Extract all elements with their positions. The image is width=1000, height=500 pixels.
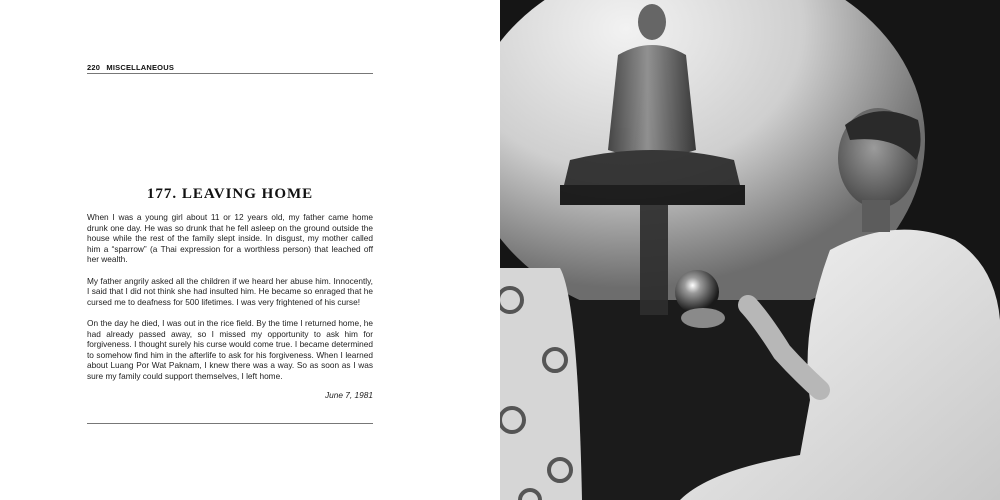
date-line: June 7, 1981 [325,390,373,401]
section-title: MISCELLANEOUS [106,63,175,72]
portrait-photo [500,0,1000,500]
running-head [87,63,373,72]
paragraph-2: My father angrily asked all the children if we heard her abuse him. Innocently, I said that I did not think she had insulted him. He became so enraged that he cursed me to deafness for 500 lifetimes. I was very frightened of his curse! [87,275,373,307]
paragraph-3: On the day he died, I was out in the rice field. By the time I returned home, he had already passed away, so I missed my opportunity to ask him for forgiveness. I thought surely his curse would come true. I became determined to somehow find him in the afterlife to ask for his forgiveness. When I learned about Luang Por Wat Paknam, I knew there was a way. So as soon as I was sure my family could support themselves, I left home. [87,317,373,381]
photo-page [500,0,1000,500]
page-number: 220 [87,63,101,72]
header-rule [87,73,373,74]
body-text [87,212,373,401]
chapter-title: 177. LEAVING HOME [146,186,314,202]
footer-rule [87,423,373,424]
paragraph-1: When I was a young girl about 11 or 12 years old, my father came home drunk one day. He was so drunk that he fell asleep on the ground outside the house while the rest of the family slept inside. In disgust, my mother called him a “sparrow” (a Thai expression for a worthless person) that leached off her wealth. [87,212,373,265]
